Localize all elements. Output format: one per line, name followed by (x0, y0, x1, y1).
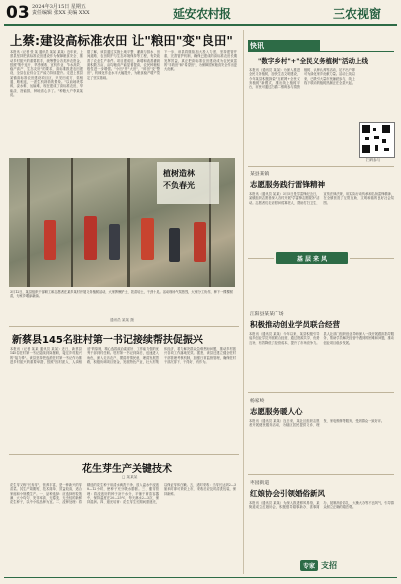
article3-headline: 花生芽生产关键技术 (82, 464, 172, 475)
kuaixun-rule (248, 51, 394, 52)
volunteer-figure (169, 228, 180, 262)
qr-module (374, 136, 379, 139)
lead-text-col1: 本报讯（记者 张 某 通讯员 某某 某某）近年来，上蔡县坚持把高标准农田建设作为保障粮食安全、推动乡村振兴的重要抓手，统筹整合各类涉农资金，按照"集中连片、旱涝保收、宜机作业、节水高效、稳产高产、生态友好"的要求，高标准推进农田建设，全县农业综合生产能力持续提升。走进上蔡县某镇高标准农田建设项目区，只见田成方、渠相通、路相连，一派生机勃勃的景象。"以前地块零碎，浇水难、运输难，现在建成了高标准农田，旱能浇、涝能排，种地省心多了。"种粮大户李某某说。 (10, 50, 83, 97)
qr-module (373, 128, 376, 131)
page-number: 03 (6, 3, 30, 23)
kuaixun-item1-text: 本报讯（通讯员 某某）为深入推进全民义务植树，加快生态文明建设，今年某县积极探索"互联网+全民义务植树"新模式，推出线上植树平台，市民可通过扫描二维码参与捐资植树、认种认养等活动，足不出户即可为绿化家乡贡献力量。活动上线以来，已吸引大量市民踊跃参与，线上线下联动的植树热潮正在全县兴起。 (249, 68, 355, 90)
expert-badge: 专家 (300, 560, 318, 571)
newspaper-logo: 延安农村报 (173, 7, 231, 21)
header-rule (4, 24, 397, 26)
qr-finder (382, 125, 390, 133)
right-item1-text: 本报讯（通讯员 某某）今年以来，某县积极引导返乡创业学员开展联合经营，通过资源共享、优势互补，有效降低了经营成本，提升了市场竞争力。县人社部门组织创业导师深入一线开展跟踪指导服务，帮助学员解决经营中遇到的困难和问题，推动创业项目稳步发展。 (249, 332, 394, 345)
article2-text: 本报讯（记者 某某 通讯员 某某）近日，新蔡县145名驻村第一书记陆续到岗履职，接过乡村振兴的"接力棒"。该县坚持把选派驻村第一书记作为推进乡村振兴的重要举措，按照"因村派人、人岗相适"的原则，精心选拔政治素质好、工作能力强的优秀干部到村任职。驻村第一书记到岗后，迅速进入角色，深入走访农户，摸清村情民意，理清发展思路，积极协调项目资金，发展特色产业，壮大村集体经济，着力解决群众急难愁盼问题，推动乡村振兴各项工作落地见效。据悉，该县还建立健全驻村干部管理考核机制，加强日常监督管理，确保驻村干部沉得下、干得好、有作为。 (10, 347, 236, 364)
qr-finder (362, 145, 370, 153)
qr-module (365, 137, 369, 140)
article2-headline: 新蔡县145名驻村第一书记接续帮扶促振兴 (12, 335, 203, 346)
column-divider (243, 30, 244, 574)
tree-trunk (127, 158, 130, 287)
photo-caption: 3月12日，某县组织干部职工和志愿者在某乡某村开展义务植树活动，大家挥锹铲土、扶苗培土，干劲十足。活动现场气氛热烈，大家分工协作，种下一棵棵树苗，为家乡增添新绿。 (10, 290, 233, 299)
article3-byline: □ 某某某 (122, 475, 138, 479)
qr-finder (362, 125, 370, 133)
lead-headline: 上蔡:建设高标准农田 让"粮田"变"良田" (10, 33, 233, 48)
lead-text-col3: 下一步，该县将继续加大投入力度，坚持建管并重，完善管护机制，确保已建成的高标准农田长期发挥效益，真正把高标准农田建设成为农民致富的"丰收田"和"希望田"，为保障国家粮食安全作出更大贡献。 (164, 50, 237, 72)
qr-module (382, 139, 386, 143)
photo-title-line1: 植树造林 (163, 169, 195, 178)
right-item3-kicker: 枣园街道 (250, 481, 270, 486)
right-item1-title: 积极推动创业学员联合经营 (250, 320, 340, 329)
qr-module (375, 145, 378, 151)
masthead (32, 4, 90, 16)
footer-rule (4, 577, 397, 578)
section-divider (248, 474, 394, 475)
right-item3-text: 本报讯（通讯员 某某）为深入推进移风易俗，某街道成立红娘协会，积极倡导婚事新办、喜事简办，抵制高价彩礼、大操大办等不良风气，引导群众树立正确的婚恋观。 (249, 501, 394, 510)
kuaixun-item2-title: 志愿服务践行雷锋精神 (250, 180, 325, 189)
section-divider (9, 454, 239, 455)
qr-code[interactable] (359, 122, 395, 158)
volunteer-figure (141, 218, 154, 260)
kuaixun-label (248, 40, 320, 51)
volunteer-figure (84, 216, 97, 260)
section-divider (248, 392, 394, 393)
photo-credit: 通讯员 某某 摄 (110, 318, 134, 322)
kuaixun-item2-kicker: 某县某镇 (250, 172, 270, 177)
lead-text-col2: 据了解，该县通过实施土地平整、灌溉与排水、田间道路、农田防护与生态环境保持等工程，有效改善了农业生产条件。项目建成后，新增和改善灌溉面积数万亩，亩均粮食产能显著提高，农民种粮积极性进一步增强。"小田"并"大田"，"碎田"变"整田"，机械化作业水平大幅提升，为粮食稳产增产奠定了坚实基础。 (87, 50, 160, 80)
banner-rule-left (248, 258, 274, 259)
volunteer-figure (194, 222, 206, 262)
masthead-date: 2024年3月15日 星期五 (32, 4, 86, 10)
grassroots-banner (276, 252, 348, 264)
article3-text: 花生芽又称"长寿芽"，营养丰富，是一种新兴的芽苗菜。其生产周期短、技术简单、效益较高，适合家庭和小规模生产。一、品种选择：应选择籽粒饱满、大小均匀、发芽率高、无霉变、无虫蛀的新鲜花生种子，以中小粒品种为宜。二、浸种处理：将精选的花生种子用清水淘洗干净，放入温水中浸泡8—12小时，使种子充分吸水膨胀。三、催芽管理：将浸泡好的种子沥干水分，平铺于育苗容器中，保持温度在20—25℃，每天淋水2—3次，保持湿润。四、遮光培育：花生芽生长期间需遮光，以保证芽体白嫩。五、适时采收：当芽长达到2—3厘米时即可采收上市，采收后应及时清洗包装，保持新鲜。 (10, 483, 236, 505)
expert-tips-footer (300, 560, 337, 571)
qr-caption: 扫码参与 (366, 158, 381, 162)
photo-title (163, 168, 195, 192)
right-item2-kicker: 杨家岭 (250, 399, 265, 404)
expert-brand: 支招 (321, 561, 338, 570)
right-item2-title: 志愿服务暖人心 (250, 407, 303, 416)
volunteer-figure (109, 224, 120, 260)
right-item2-text: 本报讯（通讯员 某某）连日来，某社区组织志愿者开展便民服务活动，为辖区居民提供义诊、理发、家电维修等服务，受到群众一致好评。 (249, 419, 385, 428)
grassroots-banner-text: 基 层 来 风 (296, 255, 328, 263)
kuaixun-item1-title: "数字乡村"+"全民义务植树"活动上线 (258, 57, 368, 65)
right-item3-title: 红娘协会引领婚俗新风 (250, 489, 325, 498)
tree-trunk (71, 158, 73, 287)
masthead-editors: 责任编辑 张XX 美编 XXX (32, 10, 90, 16)
kuaixun-label-text: 快讯 (250, 41, 264, 50)
kuaixun-item2-text: 本报讯（通讯员 某某）3月5日是学雷锋纪念日，某镇组织志愿者深入各村开展"学雷锋志愿服务"活动。志愿者们走访慰问孤寡老人、帮助打扫卫生、宣传法律法规，用实际行动传承和弘扬雷锋精神，在全镇营造了互帮互助、文明和谐的良好社会氛围。 (249, 192, 394, 205)
section-title: 三农视窗 (333, 7, 382, 21)
photo-title-line2: 不负春光 (163, 181, 195, 190)
banner-rule-right (350, 258, 394, 259)
volunteer-figure (44, 220, 56, 260)
section-divider (248, 166, 394, 167)
section-divider (9, 326, 239, 327)
tree-planting-photo (9, 158, 235, 287)
right-item1-kicker: 江阳县某某广场 (250, 312, 284, 317)
qr-module (384, 148, 389, 151)
tree-trunk (27, 158, 30, 287)
